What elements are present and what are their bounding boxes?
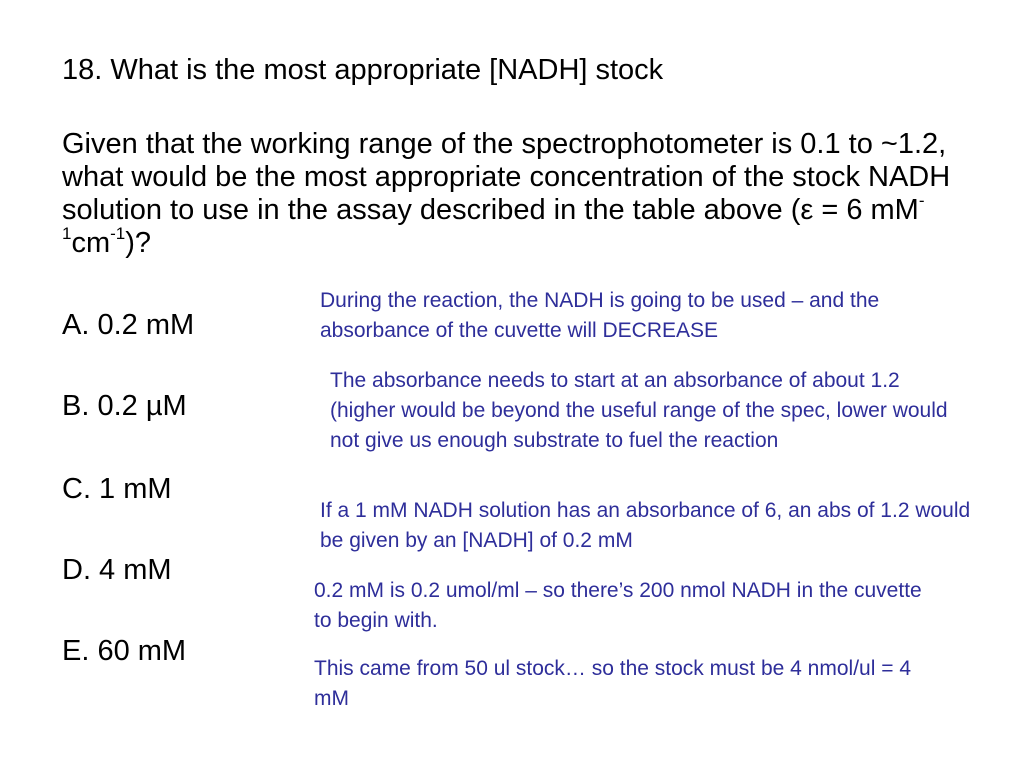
note-concentration-calc: If a 1 mM NADH solution has an absorbance of 6, an abs of 1.2 would be given by an [NADH] of 0.2 mM xyxy=(320,499,971,552)
note-stock-concentration: This came from 50 ul stock… so the stock must be 4 nmol/ul = 4 mM xyxy=(314,657,911,710)
superscript-minus-one: -1 xyxy=(110,224,126,243)
question-text xyxy=(62,128,962,260)
option-b: B. 0.2 µM xyxy=(62,390,187,422)
question-end: )? xyxy=(125,227,152,259)
option-a: A. 0.2 mM xyxy=(62,309,195,341)
option-d: D. 4 mM xyxy=(62,554,172,586)
note-nmol-in-cuvette: 0.2 mM is 0.2 umol/ml – so there’s 200 nmol NADH in the cuvette to begin with. xyxy=(314,579,922,632)
superscript-minus-one: -1 xyxy=(62,191,925,243)
note-starting-absorbance: The absorbance needs to start at an absorbance of about 1.2 (higher would be beyond the useful range of the spec, lower would not give us enough substrate to fuel the reaction xyxy=(330,369,948,452)
unit-cm: cm xyxy=(71,227,111,259)
option-c: C. 1 mM xyxy=(62,473,172,505)
note-reaction-decrease: During the reaction, the NADH is going to be used – and the absorbance of the cuvette will DECREASE xyxy=(320,289,880,342)
slide-title: 18. What is the most appropriate [NADH] stock xyxy=(62,54,664,86)
option-e: E. 60 mM xyxy=(62,635,187,667)
question-body: Given that the working range of the spectrophotometer is 0.1 to ~1.2, what would be the most appropriate concentration of the stock NADH solution to use in the assay described in the table above (ε = 6 mM xyxy=(62,128,951,226)
